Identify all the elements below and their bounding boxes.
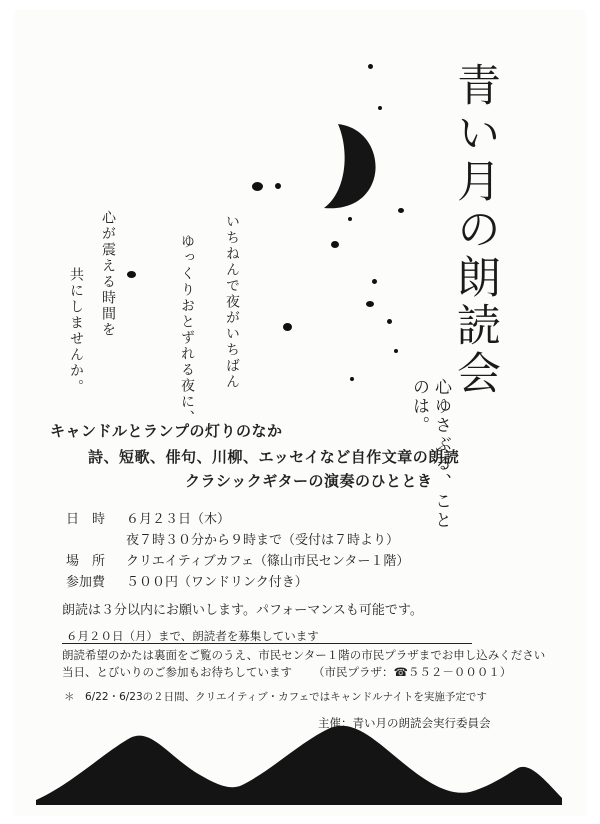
event-title: 青い月の朗読会 xyxy=(449,62,500,398)
reading-note: 朗読は３分以内にお願いします。パフォーマンスも可能です。 xyxy=(62,603,423,618)
recruit-line-1: 朗読希望のかたは裏面をご覧のうえ、市民センター１階の市民プラザまでお申し込みください xyxy=(62,648,546,662)
poem-line-4: 共にしませんか。 xyxy=(68,267,84,395)
tagline-2: 詩、短歌、俳句、川柳、エッセイなど自作文章の朗読 xyxy=(88,448,460,466)
footnote: ＊ 6/22・6/23の２日間、クリエイティブ・カフェではキャンドルナイトを実施予定です xyxy=(64,691,487,703)
poem-line-3: 心が震える時間を xyxy=(100,210,116,338)
event-subtitle: 心ゆさぶる、ことのは。 xyxy=(409,378,451,530)
recruit-line-2: 当日、とびいりのご参加もお待ちしています xyxy=(62,665,292,679)
date-value: ６月２３日（木） xyxy=(126,512,231,527)
poem-line-1: いちねんで夜がいちばん xyxy=(224,214,240,390)
place-value: クリエイティブカフェ（篠山市民センター１階） xyxy=(126,554,410,569)
place-label: 場 所 xyxy=(66,554,106,569)
tagline-3: クラシックギターの演奏のひととき xyxy=(185,472,433,490)
date-label: 日 時 xyxy=(66,512,106,527)
organizer: 主催：青い月の朗読会実行委員会 xyxy=(318,716,491,730)
recruit-deadline: ６月２０日（月）まで、朗読者を募集しています xyxy=(66,629,319,643)
time-value: 夜７時３０分から９時まで（受付は７時より） xyxy=(126,533,400,548)
poem-line-2: ゆっくりおとずれる夜に、 xyxy=(179,234,195,426)
fee-label: 参加費 xyxy=(66,575,106,590)
recruit-contact: （市民プラザ：☎５５２－０００１） xyxy=(313,665,512,679)
fee-value: ５００円（ワンドリンク付き） xyxy=(126,575,308,590)
tagline-1: キャンドルとランプの灯りのなか xyxy=(50,422,283,440)
